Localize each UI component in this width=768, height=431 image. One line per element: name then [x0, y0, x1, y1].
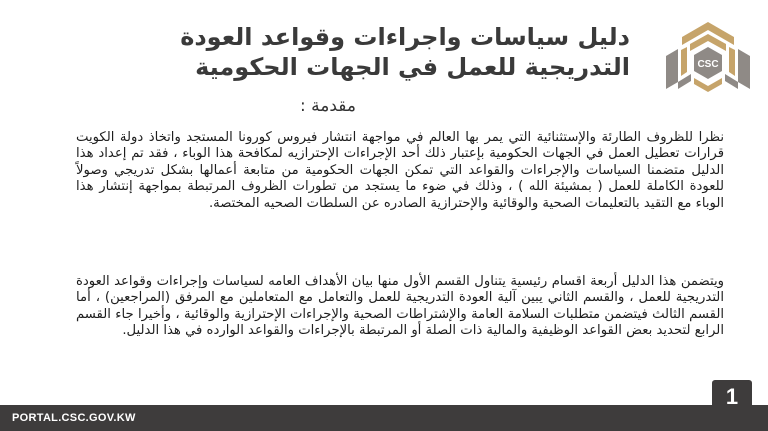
page-title [110, 22, 630, 82]
page-number-tab [712, 380, 752, 431]
csc-logo-icon [664, 20, 752, 94]
section-heading: مقدمة : [300, 96, 356, 116]
intro-paragraph-2: ويتضمن هذا الدليل أربعة اقسام رئيسية يتناول القسم الأول منها بيان الأهداف العامه لسياسات وإجراءات وقواعد العودة التدريجية للعمل ، والقسم الثاني يبين آلية العودة التدريجية للعمل والتعامل مع المتعاملين مع المرفق (المراجعين) ، أما القسم الثالث فيتضمن متطلبات السلامة العامة والإشتراطات الصحية والإجراءات الإحترازية والوقائية ، وأخيرا جاء القسم الرابع لتحديد بعض القواعد الوظيفية والمالية ذات الصلة أو المرتبطة بالإجراءات والقواعد الوارده في هذا الدليل. [76, 274, 724, 339]
logo-text: CSC [697, 59, 719, 70]
intro-paragraph-1: نظرا للظروف الطارئة والإستثنائية التي يمر بها العالم في مواجهة انتشار فيروس كورونا المستجد واتخاذ دولة الكويت قرارات تعطيل العمل في الجهات الحكومية بإعتبار ذلك أحد الإجراءات الإحترازيه لمكافحة هذا الوباء ، فقد تم إعداد هذا الدليل متضمنا السياسات والإجراءات والقواعد التي تمكن الجهات الحكومية من متابعة أعمالها بشكل تدريجي وصولاً للعودة الكاملة للعمل ( بمشيئة الله ) ، وذلك في ضوء ما يستجد من تطورات الظروف المرتبطة بمواجهة إنتشار هذا الوباء مع التقيد بالتعليمات الصحية والوقائية والإحترازية الصادره عن السلطات الصحيه المختصة. [76, 130, 724, 211]
footer-bar [0, 405, 768, 431]
title-line-1: دليل سياسات واجراءات وقواعد العودة [180, 23, 630, 51]
portal-link[interactable]: PORTAL.CSC.GOV.KW [12, 412, 136, 424]
page-number: 1 [725, 384, 739, 409]
title-line-2: التدريجية للعمل في الجهات الحكومية [195, 53, 630, 81]
